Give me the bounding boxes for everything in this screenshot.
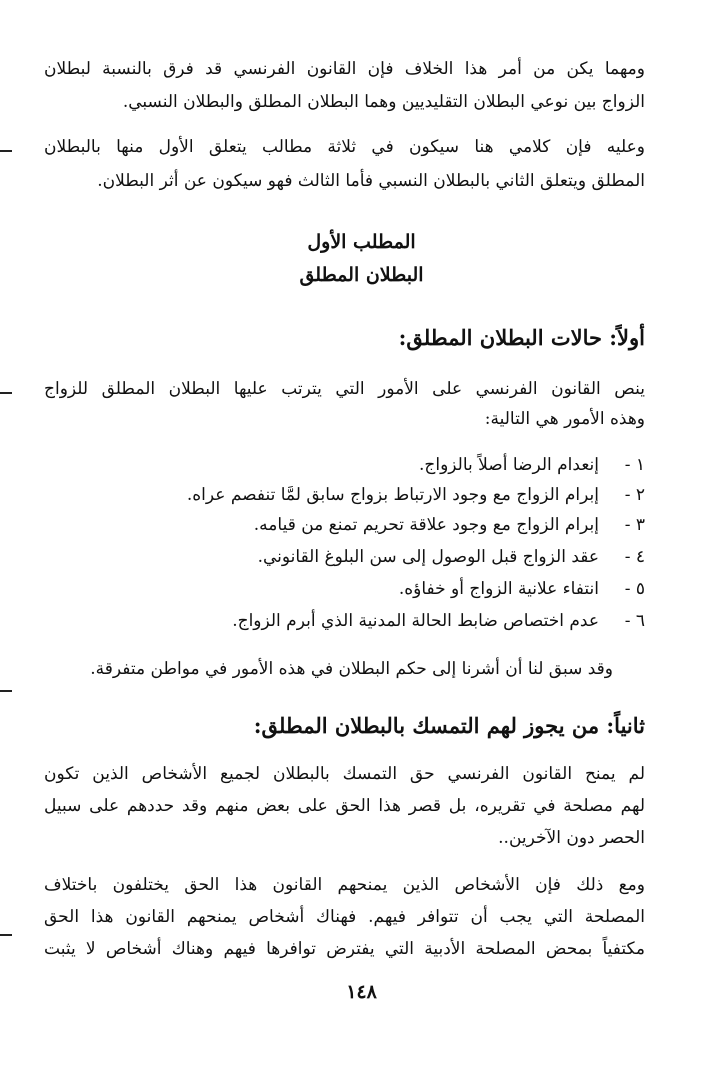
paragraph-2-line-2: المطلق ويتعلق الثاني بالبطلان النسبي فأما الثالث فهو سيكون عن أثر البطلان. (97, 171, 645, 191)
list-item-number: ٥ - (624, 579, 645, 599)
heading-second: ثانياً: من يجوز لهم التمسك بالبطلان المطلق: (253, 713, 645, 738)
list-item-text: انتفاء علانية الزواج أو خفاؤه. (398, 579, 599, 599)
page-number: ١٤٨ (346, 981, 377, 1003)
margin-mark (0, 150, 12, 152)
paragraph-6-line-2: المصلحة التي يجب أن تتوافر فيهم. فهناك أشخاص يمنحهم القانون هذا الحق (44, 907, 645, 927)
list-item (232, 607, 645, 635)
paragraph-5-line-1: لم يمنح القانون الفرنسي حق التمسك بالبطلان لجميع الأشخاص الذين تكون (44, 764, 645, 784)
list-item-number: ٣ - (624, 515, 645, 535)
list-item-number: ١ - (624, 455, 645, 475)
list-item (187, 481, 645, 509)
list-item (419, 451, 645, 479)
list-item-number: ٤ - (624, 547, 645, 567)
list-item (254, 511, 645, 539)
list-item-number: ٦ - (624, 611, 645, 631)
paragraph-5-line-3: الحصر دون الآخرين.. (498, 828, 645, 848)
paragraph-5-line-2: لهم مصلحة في تقريره، بل قصر هذا الحق على بعض منهم وقد حددهم على سبيل (44, 796, 645, 816)
paragraph-4: وقد سبق لنا أن أشرنا إلى حكم البطلان في هذه الأمور في مواطن متفرقة. (90, 659, 613, 679)
margin-mark (0, 690, 12, 692)
paragraph-3-line-2: وهذه الأمور هي التالية: (484, 409, 645, 429)
paragraph-2-line-1: وعليه فإن كلامي هنا سيكون في ثلاثة مطالب يتعلق الأول منها بالبطلان (44, 137, 645, 157)
heading-first: أولاً: حالات البطلان المطلق: (398, 325, 645, 350)
section-subtitle: البطلان المطلق (299, 264, 424, 286)
list-item-text: إبرام الزواج مع وجود الارتباط بزواج سابق لمَّا تنفصم عراه. (186, 485, 599, 505)
paragraph-6-line-3: مكتفياً بمحض المصلحة الأدبية التي يفترض توافرها فيهم وهناك أشخاص لا يثبت (44, 939, 645, 959)
list-item-text: عقد الزواج قبل الوصول إلى سن البلوغ القانوني. (257, 547, 599, 567)
section-title: المطلب الأول (307, 231, 416, 253)
paragraph-1-line-1: ومهما يكن من أمر هذا الخلاف فإن القانون الفرنسي قد فرق بالنسبة لبطلان (44, 59, 645, 79)
paragraph-3-line-1: ينص القانون الفرنسي على الأمور التي يترتب عليها البطلان المطلق للزواج (44, 379, 645, 399)
list-item (258, 543, 645, 571)
list-item (399, 575, 645, 603)
list-item-text: عدم اختصاص ضابط الحالة المدنية الذي أبرم الزواج. (232, 611, 599, 631)
list-item-text: إبرام الزواج مع وجود علاقة تحريم تمنع من قيامه. (253, 515, 599, 535)
margin-mark (0, 392, 12, 394)
paragraph-1-line-2: الزواج بين نوعي البطلان التقليديين وهما البطلان المطلق والبطلان النسبي. (122, 92, 645, 112)
margin-mark (0, 934, 12, 936)
paragraph-6-line-1: ومع ذلك فإن الأشخاص الذين يمنحهم القانون هذا الحق يختلفون باختلاف (44, 875, 645, 895)
list-item-text: إنعدام الرضا أصلاً بالزواج. (418, 455, 599, 475)
list-item-number: ٢ - (624, 485, 645, 505)
